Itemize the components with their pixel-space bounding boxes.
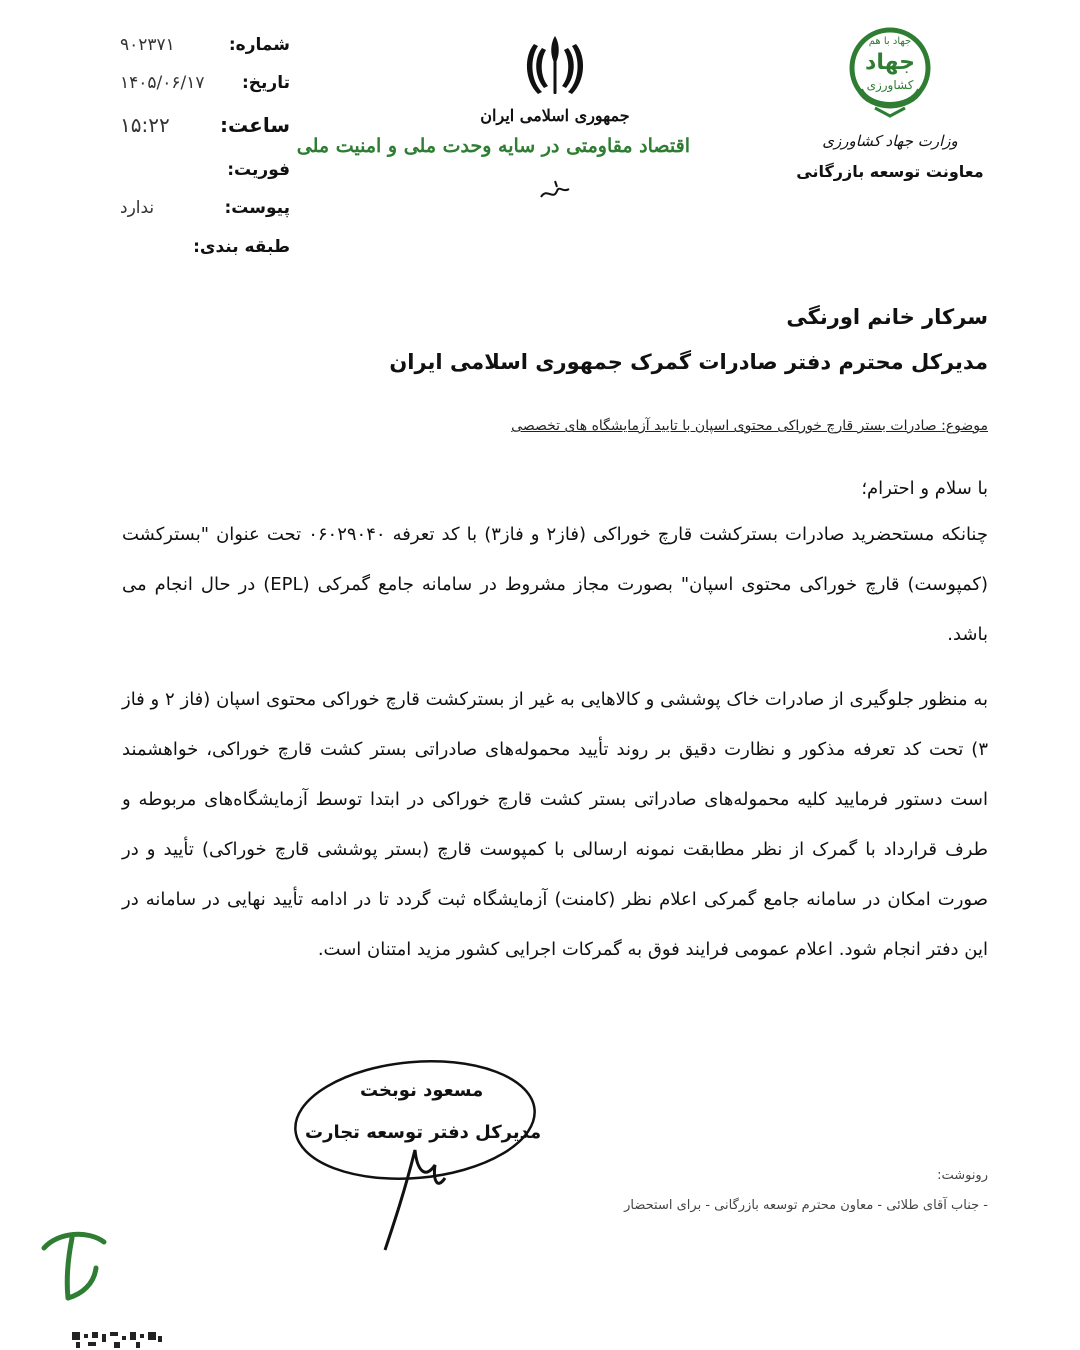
- signer-title: مدیرکل دفتر توسعه تجارت: [305, 1122, 542, 1143]
- ministry-block: [790, 20, 990, 181]
- attachment-value: ندارد: [120, 198, 155, 218]
- deputy-name: معاونت توسعه بازرگانی: [796, 162, 984, 181]
- attachment-label: پیوست:: [224, 198, 290, 218]
- number-row: [120, 30, 290, 60]
- date-row: [120, 68, 290, 98]
- logo-small-text: جهاد با هم: [868, 36, 912, 47]
- date-label: تاریخ:: [242, 73, 290, 93]
- qr-code-icon: [70, 1330, 166, 1350]
- ministry-name: وزارت جهاد کشاورزی: [822, 132, 958, 150]
- country-name: جمهوری اسلامی ایران: [480, 106, 630, 125]
- subject-line: موضوع: صادرات بستر قارچ خوراکی محتوی اسپان با تایید آزمایشگاه های تخصصی: [511, 418, 988, 434]
- paragraph-1: چنانکه مستحضرید صادرات بسترکشت قارچ خوراکی (فاز۲ و فاز۳) با کد تعرفه ۰۶۰۲۹۰۴۰ تحت عنوان "بسترکشت (کمپوست) قارچ خوراکی محتوی اسپان" بصورت مجاز مشروط در سامانه جامع گمرکی (EPL) در حال انجام می باشد.: [122, 524, 988, 645]
- watermark-logo-icon: [38, 1228, 110, 1304]
- emblem-block: [296, 30, 690, 205]
- signer-name: مسعود نوبخت: [360, 1080, 484, 1101]
- handwritten-mark: [535, 175, 575, 205]
- urgency-row: [120, 155, 290, 185]
- logo-sub-text: کشاورزی: [866, 78, 914, 92]
- paragraph-2: به منظور جلوگیری از صادرات خاک پوششی و کالاهایی به غیر از بسترکشت قارچ خوراکی محتوی اسپان (فاز ۲ و فاز ۳) تحت کد تعرفه مذکور و نظارت دقیق بر روند تأیید محموله‌های صادراتی بستر کشت قارچ خوراکی، خواهشمند است دستور فرمایید کلیه محموله‌های صادراتی بستر کشت قارچ خوراکی در ابتدا توسط آزمایشگاه‌های مربوطه و طرف قرارداد با گمرک از نظر مطابقت نمونه ارسالی با کمپوست قارچ (بستر پوششی قارچ خوراکی) تأیید و در صورت امکان در سامانه جامع گمرکی اعلام نظر (کامنت) آزمایشگاه ثبت گردد تا در ادامه تأیید نهایی در سامانه در این دفتر انجام شود. اعلام عمومی فرایند فوق به گمرکات اجرایی کشور مزید امتنان است.: [122, 689, 989, 960]
- classification-row: [120, 232, 290, 262]
- attachment-row: [120, 193, 290, 223]
- date-value: ۱۴۰۵/۰۶/۱۷: [120, 73, 205, 93]
- classification-label: طبقه بندی:: [193, 237, 290, 257]
- jahad-logo: [835, 20, 945, 120]
- greeting: با سلام و احترام؛: [861, 478, 988, 499]
- time-row: [120, 110, 290, 140]
- time-label: ساعت:: [219, 113, 290, 137]
- iran-emblem-icon: [520, 30, 590, 100]
- urgency-label: فوریت:: [227, 160, 290, 180]
- number-value: ۹۰۲۳۷۱: [120, 35, 175, 55]
- number-label: شماره:: [228, 35, 290, 55]
- slogan: اقتصاد مقاومتی در سایه وحدت ملی و امنیت ملی: [296, 135, 690, 157]
- logo-main-text: جهاد: [865, 50, 915, 75]
- time-value: ۱۵:۲۲: [120, 113, 170, 137]
- addressee-name: سرکار خانم اورنگی: [786, 305, 988, 329]
- cc-label: رونوشت:: [937, 1168, 988, 1183]
- addressee-title: مدیرکل محترم دفتر صادرات گمرک جمهوری اسلامی ایران: [389, 350, 988, 374]
- cc-line-1: - جناب آقای طلائی - معاون محترم توسعه بازرگانی - برای استحضار: [624, 1198, 988, 1213]
